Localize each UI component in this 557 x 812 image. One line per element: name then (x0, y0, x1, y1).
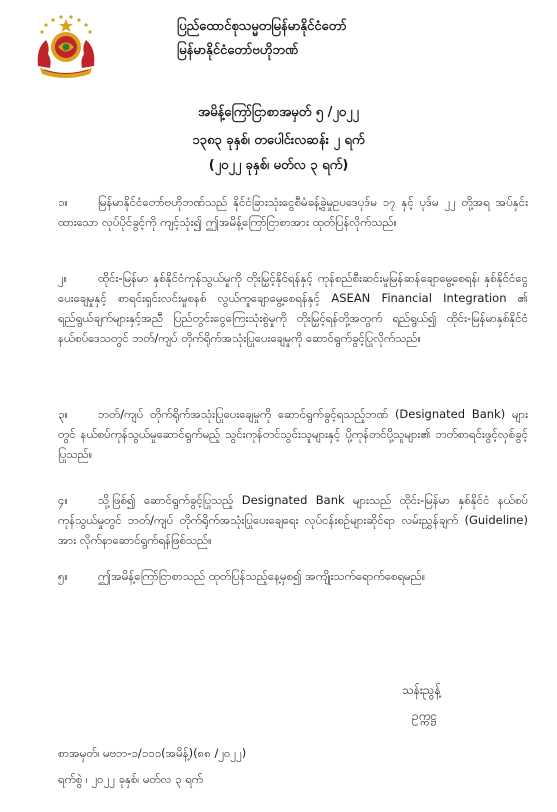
paragraph-text: ဘတ်/ကျပ် တိုက်ရိုက်အသုံးပြုပေးချေမှုကို ဆောင်ရွက်ခွင့်ရသည့်ဘဏ် (Designated Bank) များတွင် နယ်စပ်ကုန်သွယ်မှုဆောင်ရွက်မည့် သွင်းကုန်တင်သွင်းသူများနှင့် ပို့ကုန်တင်ပို့သူများ၏ ဘတ်စာရင်းဖွင့်လှစ်ခွင့်ပြုသည်။ (58, 407, 528, 461)
paragraph-4 (58, 490, 528, 550)
paragraph-2 (58, 268, 528, 348)
notice-gregorian-date: (၂၀၂၂ ခုနှစ်၊ မတ်လ ၃ ရက်) (208, 158, 349, 173)
notice-myanmar-date: ၁၃၈၃ ခုနှစ်၊ တပေါင်းလဆန်း ၂ ရက် (192, 133, 365, 148)
paragraph-5 (58, 566, 528, 586)
paragraph-number: ၂။ (58, 271, 68, 285)
header-central-bank: မြန်မာနိုင်ငံတော်ဗဟိုဘဏ် (177, 43, 299, 58)
state-seal-emblem (32, 14, 100, 78)
paragraph-number: ၁။ (58, 195, 68, 209)
paragraph-text: ထိုင်း-မြန်မာ နှစ်နိုင်ငံကုန်သွယ်မှုကို တိုးမြှင့်နိုင်ရန်နှင့် ကုန်စည်စီးဆင်းမှုမြန်ဆန်ချောမွေ့စေရန်၊ နှစ်နိုင်ငံငွေပေးချေမှုနှင့် စာရင်းရှင်းလင်းမှုစနစ် လွယ်ကူချောမွေ့စေရန်နှင့် ASEAN Financial Integration ၏ ရည်ရွယ်ချက်များနှင့်အညီ ပြည်တွင်းငွေကြေးသုံးစွဲမှုကို တိုးမြှင့်ရန်တို့အတွက် ရည်ရွယ်၍ ထိုင်း-မြန်မာနှစ်နိုင်ငံ နယ်စပ်ဒေသတွင် ဘတ်/ကျပ် တိုက်ရိုက်အသုံးပြုပေးချေမှုကို ဆောင်ရွက်ခွင့်ပြုလိုက်သည်။ (58, 271, 528, 345)
issue-date: ရက်စွဲ ၊ ၂၀၂၂ ခုနှစ်၊ မတ်လ ၃ ရက် (58, 772, 204, 786)
paragraph-number: ၃။ (58, 407, 68, 421)
reference-number: စာအမှတ်၊ မဗဘ-၁/၁၁၁(အမိန့်)(၈၈ /၂၀၂၂) (58, 746, 247, 760)
signatory-title: ဥက္ကဋ္ဌ (412, 709, 437, 723)
paragraph-1 (58, 192, 528, 232)
paragraph-text: မြန်မာနိုင်ငံတော်ဗဟိုဘဏ်သည် နိုင်ငံခြားသုံးငွေစီမံခန့်ခွဲမှုဥပဒေပုဒ်မ ၁၇ နှင့် ပုဒ်မ ၂၂ တို့အရ အပ်နှင်းထားသော လုပ်ပိုင်ခွင့်ကို ကျင့်သုံး၍ ဤအမိန့်ကြော်ငြာစာအား ထုတ်ပြန်လိုက်သည်။ (58, 195, 528, 229)
notice-title: အမိန့်ကြော်ငြာစာအမှတ် ၅ /၂၀၂၂ (198, 105, 359, 120)
paragraph-number: ၄။ (58, 493, 68, 507)
paragraph-number: ၅။ (58, 569, 68, 583)
paragraph-text: သို့ဖြစ်၍ ဆောင်ရွက်ခွင့်ပြုသည့် Designated Bank များသည် ထိုင်း-မြန်မာ နှစ်နိုင်ငံ နယ်စပ်ကုန်သွယ်မှုတွင် ဘတ်/ကျပ် တိုက်ရိုက်အသုံးပြုပေးချေရေး လုပ်ငန်းစဉ်များဆိုင်ရာ လမ်းညွှန်ချက် (Guideline) အား လိုက်နာဆောင်ရွက်ရန်ဖြစ်သည်။ (58, 493, 528, 547)
paragraph-3 (58, 404, 528, 464)
paragraph-text: ဤအမိန့်ကြော်ငြာစာသည် ထုတ်ပြန်သည့်နေ့မှစ၍ အကျိုးသက်ရောက်စေရမည်။ (98, 569, 426, 583)
header-union-name: ပြည်ထောင်စုသမ္မတမြန်မာနိုင်ငံတော် (177, 19, 347, 34)
signatory-name: သန်းညွန့် (402, 683, 441, 697)
